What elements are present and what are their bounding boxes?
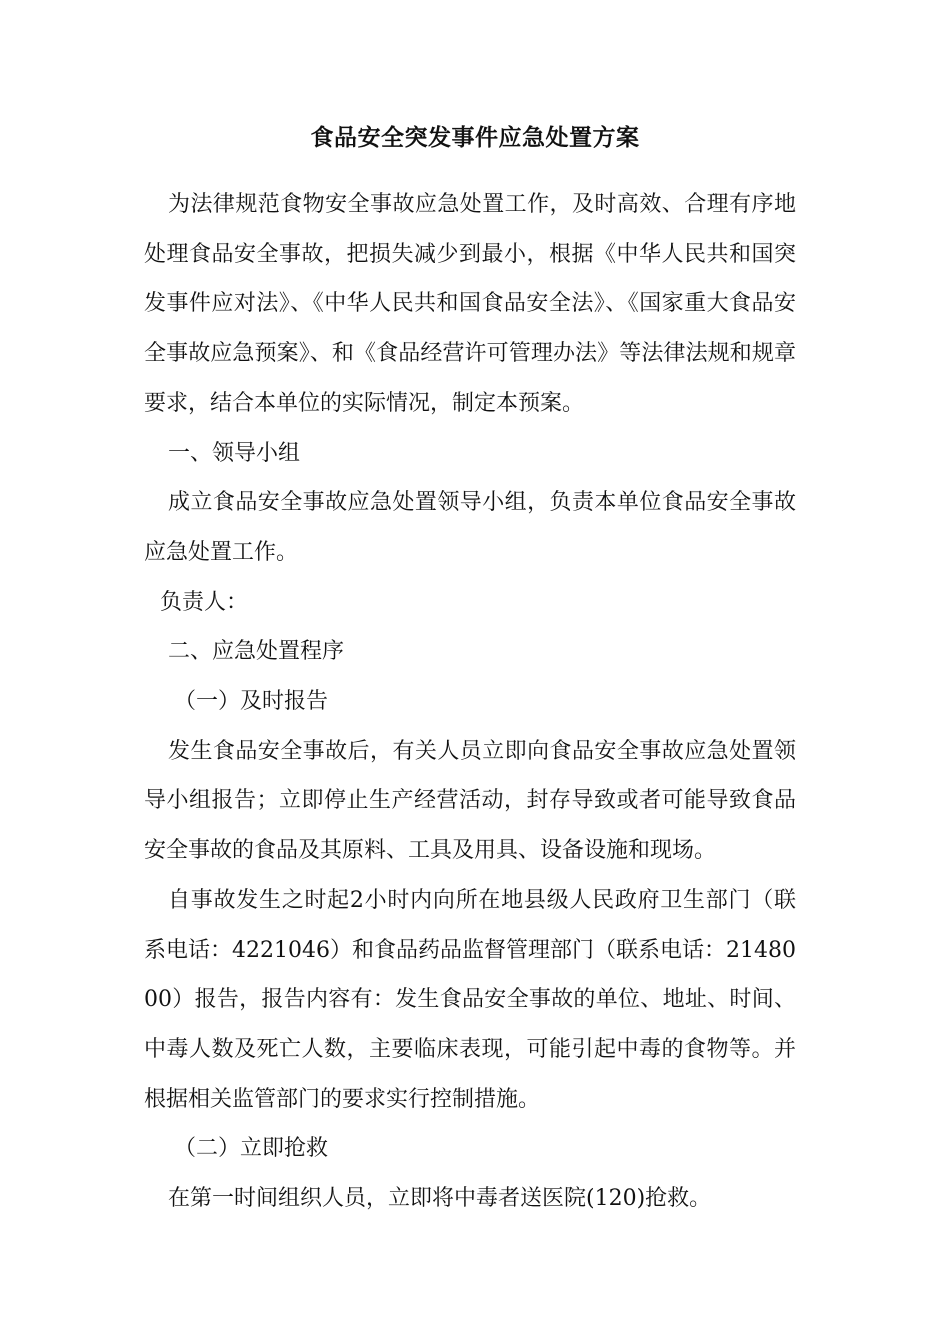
rescue-paragraph: 在第一时间组织人员，立即将中毒者送医院(120)抢救。 <box>168 1186 712 1212</box>
report-paragraph-2: 自事故发生之时起2小时内向所在地县级人民政府卫生部门（联系电话：4221046）和食品药品监督管理部门（联系电话：2148000）报告，报告内容有：发生食品安全事故的单位、地址、时间、中毒人数及死亡人数，主要临床表现，可能引起中毒的食物等。并根据相关监管部门的要求实行控制措施。 <box>144 887 796 1112</box>
subheading-report: （一）及时报告 <box>174 689 329 715</box>
responsible-person-line: 负责人： <box>160 589 249 615</box>
subheading-rescue: （二）立即抢救 <box>174 1136 329 1162</box>
intro-paragraph: 为法律规范食物安全事故应急处置工作，及时高效、合理有序地处理食品安全事故，把损失减少到最小，根据《中华人民共和国突发事件应对法》、《中华人民共和国食品安全法》、《国家重大食品安全事故应急预案》、和《食品经营许可管理办法》等法律法规和规章要求，结合本单位的实际情况，制定本预案。 <box>144 192 796 416</box>
document-title: 食品安全突发事件应急处置方案 <box>310 124 640 151</box>
section-heading-procedure: 二、应急处置程序 <box>168 639 345 665</box>
document-body <box>144 180 796 1224</box>
leadership-paragraph: 成立食品安全事故应急处置领导小组，负责本单位食品安全事故应急处置工作。 <box>144 490 796 565</box>
section-heading-leadership: 一、领导小组 <box>168 440 301 466</box>
report-paragraph-1: 发生食品安全事故后，有关人员立即向食品安全事故应急处置领导小组报告；立即停止生产经营活动，封存导致或者可能导致食品安全事故的食品及其原料、工具及用具、设备设施和现场。 <box>144 738 796 864</box>
